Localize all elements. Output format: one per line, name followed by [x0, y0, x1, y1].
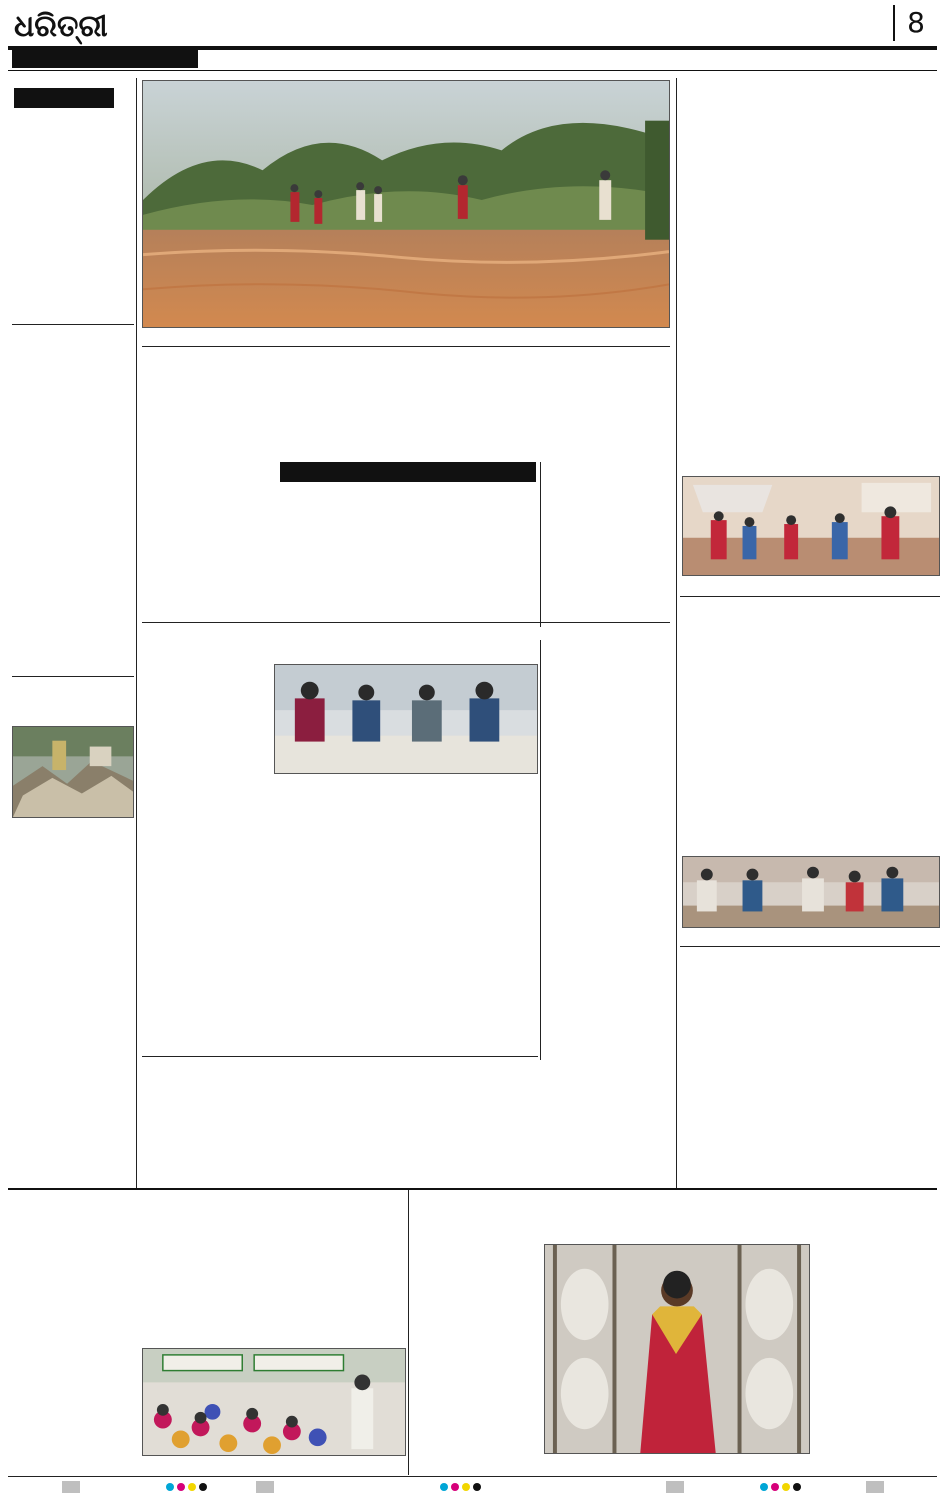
- masthead-underline: [8, 70, 937, 71]
- independence-photo-caption: [274, 776, 538, 788]
- protest-photo-image: [143, 1349, 405, 1455]
- yellow-dot: [188, 1483, 196, 1491]
- law-byline: [280, 1060, 538, 1070]
- millet-byline: [686, 178, 936, 188]
- manipur-body: [12, 1232, 406, 1344]
- logo-wordmark: ଧରିତ୍ରୀ: [14, 9, 108, 44]
- pesa-body-left: [414, 1258, 540, 1472]
- muharram-b-headline: [682, 952, 940, 982]
- brief-body-1: [12, 172, 134, 322]
- river-crossing-photo-image: [143, 81, 669, 327]
- law-kicker: [142, 1062, 272, 1084]
- mushroom-farming-photo-image: [545, 1245, 809, 1453]
- lead-rule: [142, 346, 670, 347]
- color-registration-dots: [166, 1483, 210, 1493]
- magenta-dot: [771, 1483, 779, 1491]
- education-bottom-rule: [680, 946, 940, 947]
- brief-byline-2: [14, 372, 134, 382]
- column-rule: [408, 1190, 409, 1475]
- muharram-b-body: [546, 996, 940, 1184]
- pesa-headline: [414, 1192, 940, 1240]
- lead-photo-caption: [142, 331, 670, 343]
- color-registration-dots: [760, 1483, 804, 1493]
- independence-body-top: [142, 672, 270, 792]
- black-dot: [473, 1483, 481, 1491]
- manipur-body-continued: [12, 1348, 138, 1472]
- color-registration-dots: [440, 1483, 484, 1493]
- cyan-dot: [440, 1483, 448, 1491]
- column-rule: [136, 78, 137, 1188]
- brief-headline-1: [12, 116, 134, 158]
- lead-bottom-rule: [142, 622, 670, 623]
- yellow-dot: [462, 1483, 470, 1491]
- brief-byline-3: [14, 822, 134, 832]
- millet-photo: [682, 476, 940, 576]
- black-dot: [793, 1483, 801, 1491]
- registration-mark: [666, 1481, 684, 1493]
- education-photo: [682, 856, 940, 928]
- millet-event-photo-image: [683, 477, 939, 575]
- pesa-photo-caption: [544, 1458, 810, 1470]
- black-dot: [199, 1483, 207, 1491]
- magenta-dot: [177, 1483, 185, 1491]
- lead-body: [142, 488, 670, 618]
- manipur-photo: [142, 1348, 406, 1456]
- pesa-photo: [544, 1244, 810, 1454]
- law-body: [280, 1072, 538, 1184]
- law-headline: [142, 1084, 272, 1184]
- millet-body: [682, 190, 940, 472]
- education-photo-caption: [682, 930, 940, 942]
- page-section-title: [684, 2, 889, 42]
- brief-photo-3: [12, 726, 134, 818]
- logo-subtitle: [52, 36, 102, 46]
- magenta-dot: [451, 1483, 459, 1491]
- brief-body-2: [12, 384, 134, 674]
- dateline: [12, 50, 198, 68]
- muharram-b-byline: [684, 984, 938, 994]
- meeting-photo-image: [275, 665, 537, 773]
- lead-byline: [420, 440, 670, 452]
- independence-headline: [142, 630, 538, 660]
- section-rule: [8, 1188, 937, 1190]
- lead-headline: [142, 350, 670, 436]
- millet-bottom-rule: [680, 596, 940, 597]
- independence-photo: [274, 664, 538, 774]
- page-number: 8: [893, 5, 937, 41]
- millet-photo-caption: [682, 578, 940, 590]
- lead-subhead: [280, 462, 536, 482]
- lead-photo: [142, 80, 670, 328]
- manipur-headline: [12, 1192, 406, 1218]
- registration-mark: [866, 1481, 884, 1493]
- brief-body-3: [12, 834, 134, 1184]
- cyan-dot: [166, 1483, 174, 1491]
- registration-mark: [62, 1481, 80, 1493]
- manipur-photo-caption: [142, 1460, 406, 1472]
- registration-mark: [256, 1481, 274, 1493]
- pesa-byline: [414, 1246, 540, 1256]
- pesa-body-right: [814, 1244, 940, 1472]
- yellow-dot: [782, 1483, 790, 1491]
- muharram-a-headline: [546, 630, 672, 664]
- brief-headline-2: [12, 330, 134, 370]
- workshop-photo-image: [683, 857, 939, 927]
- brief-separator: [12, 676, 134, 677]
- cyan-dot: [760, 1483, 768, 1491]
- page-bottom-rule: [8, 1476, 937, 1477]
- education-body: [682, 650, 940, 852]
- brief-section-tag: [14, 88, 114, 108]
- demolition-photo-image: [13, 727, 133, 817]
- education-byline: [684, 638, 938, 648]
- millet-headline: [682, 80, 940, 160]
- brief-byline-1: [26, 160, 136, 170]
- independence-body: [142, 792, 538, 1052]
- muharram-a-byline: [546, 664, 672, 674]
- education-headline: [682, 604, 940, 634]
- law-top-rule: [142, 1056, 538, 1057]
- brief-headline-3: [12, 682, 134, 722]
- column-rule: [540, 640, 541, 1060]
- manipur-byline: [14, 1220, 214, 1230]
- brief-separator: [12, 324, 134, 325]
